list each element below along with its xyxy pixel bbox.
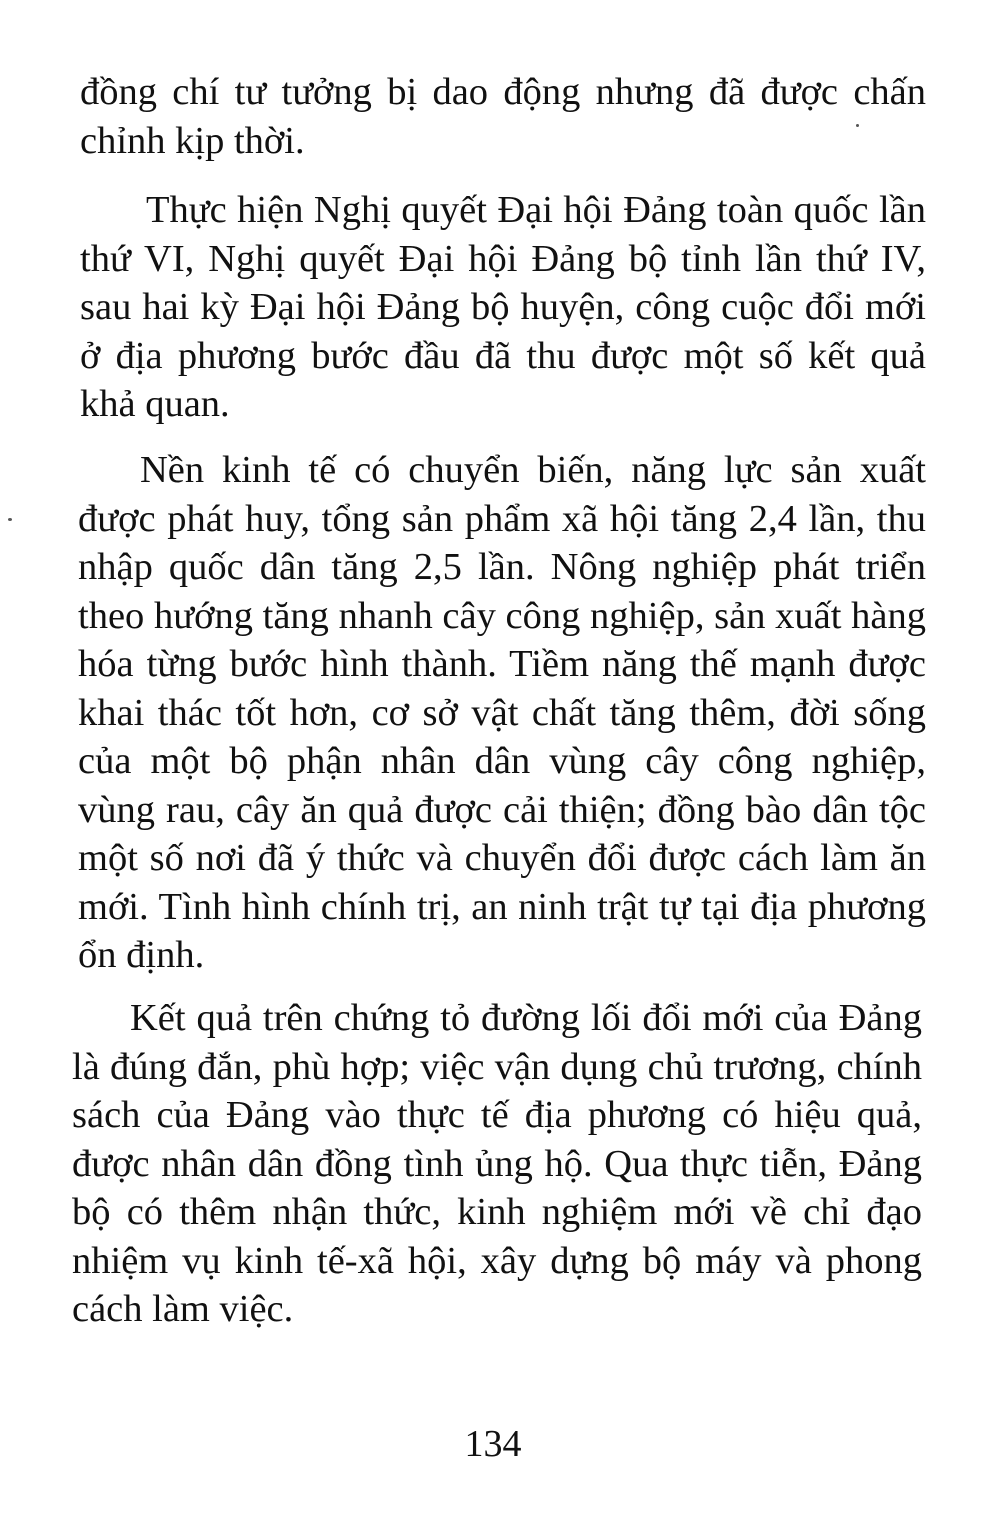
paragraph-economic-results: Nền kinh tế có chuyển biến, năng lực sản xuất được phát huy, tổng sản phẩm xã hội tăng 2,4 lần, thu nhập quốc dân tăng 2,5 lần. Nông nghiệp phát triển theo hướng tăng nhanh cây công nghiệp, sản xuất hàng hóa từng bước hình thành. Tiềm năng thế mạnh được khai thác tốt hơn, cơ sở vật chất tăng thêm, đời sống của một bộ phận nhân dân vùng cây công nghiệp, vùng rau, cây ăn quả được cải thiện; đồng bào dân tộc một số nơi đã ý thức và chuyển đổi được cách làm ăn mới. Tình hình chính trị, an ninh trật tự tại địa phương ổn định. (78, 449, 926, 976)
scan-speck (856, 124, 859, 127)
paragraph-continuation: đồng chí tư tưởng bị dao động nhưng đã được chấn chỉnh kịp thời. (80, 71, 926, 162)
scan-speck (8, 518, 12, 521)
page-number: 134 (464, 1423, 522, 1465)
paragraph-resolution-implementation: Thực hiện Nghị quyết Đại hội Đảng toàn quốc lần thứ VI, Nghị quyết Đại hội Đảng bộ tỉnh lần thứ IV, sau hai kỳ Đại hội Đảng bộ huyện, công cuộc đổi mới ở địa phương bước đầu đã thu được một số kết quả khả quan. (80, 189, 926, 425)
paragraph-conclusion: Kết quả trên chứng tỏ đường lối đổi mới của Đảng là đúng đắn, phù hợp; việc vận dụng chủ trương, chính sách của Đảng vào thực tế địa phương có hiệu quả, được nhân dân đồng tình ủng hộ. Qua thực tiễn, Đảng bộ có thêm nhận thức, kinh nghiệm mới về chỉ đạo nhiệm vụ kinh tế-xã hội, xây dựng bộ máy và phong cách làm việc. (72, 997, 922, 1330)
